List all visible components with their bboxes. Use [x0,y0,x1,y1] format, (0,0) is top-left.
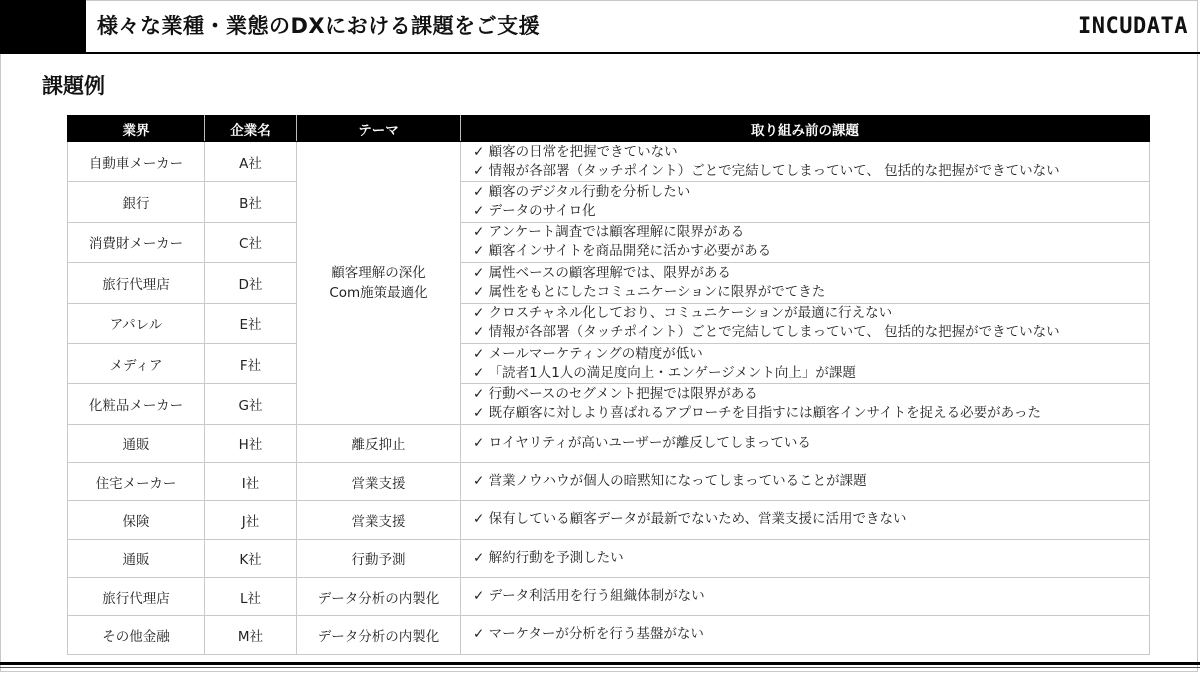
issues-cell [461,616,1150,654]
issue-item: ✓ マーケターが分析を行う基盤がない [473,626,704,643]
theme-cell-merged [297,142,461,425]
table-row [68,303,1150,343]
industry-cell: その他金融 [68,616,205,654]
company-cell: H社 [205,424,297,462]
issue-item: ✓ 属性をもとにしたコミュニケーションに限界がでてきた [473,283,826,300]
company-cell: A社 [205,142,297,182]
industry-cell: 自動車メーカー [68,142,205,182]
issue-item: ✓ データ利活用を行う組織体制がない [473,588,705,605]
company-cell: M社 [205,616,297,654]
issue-item: ✓ 顧客インサイトを商品開発に活かす必要がある [473,243,772,260]
logo-text: INCUDATA [1078,13,1188,39]
table-row [68,424,1150,462]
issues-cell [461,263,1150,303]
company-cell: B社 [205,182,297,222]
company-cell: L社 [205,577,297,615]
industry-cell: メディア [68,343,205,383]
issues-cell [461,142,1150,182]
column-header-company: 企業名 [205,116,297,142]
industry-cell: 銀行 [68,182,205,222]
company-cell: C社 [205,222,297,262]
issue-item: ✓ メールマーケティングの精度が低い [473,345,703,362]
column-header-issues: 取り組み前の課題 [461,116,1150,142]
column-header-industry: 業界 [68,116,205,142]
table-row [68,539,1150,577]
industry-cell: 住宅メーカー [68,463,205,501]
incudata-logo-icon [1022,9,1076,43]
table-header-row [68,116,1150,142]
table-row [68,263,1150,303]
case-table [67,115,1150,655]
column-header-theme: テーマ [297,116,461,142]
issue-item: ✓ アンケート調査では顧客理解に限界がある [473,224,745,241]
table-row [68,616,1150,654]
issues-cell [461,463,1150,501]
company-cell: F社 [205,343,297,383]
table-row [68,182,1150,222]
table-row [68,463,1150,501]
issues-cell [461,303,1150,343]
company-cell: E社 [205,303,297,343]
industry-cell: 旅行代理店 [68,577,205,615]
issue-item: ✓ 既存顧客に対しより喜ばれるアプローチを目指すには顧客インサイトを捉える必要があった [473,405,1042,422]
issue-item: ✓ クロスチャネル化しており、コミュニケーションが最適に行えない [473,305,893,322]
header-accent-block [0,0,86,54]
table-row [68,501,1150,539]
issue-item: ✓ 保有している顧客データが最新でないため、営業支援に活用できない [473,511,907,528]
company-cell: D社 [205,263,297,303]
issue-item: ✓ 顧客のデジタル行動を分析したい [473,184,691,201]
issue-item: ✓ 情報が各部署（タッチポイント）ごとで完結してしまっていて、 包括的な把握ができていない [473,324,1060,341]
industry-cell: 消費財メーカー [68,222,205,262]
section-title: 課題例 [42,74,105,98]
issues-cell [461,501,1150,539]
issues-cell [461,222,1150,262]
issues-cell [461,384,1150,424]
footer-rule-thin [0,667,1200,668]
table-row [68,142,1150,182]
issue-item: ✓ 「読者1人1人の満足度向上・エンゲージメント向上」が課題 [473,364,856,381]
theme-cell: 離反抑止 [297,424,461,462]
industry-cell: 通販 [68,539,205,577]
theme-cell: 行動予測 [297,539,461,577]
theme-line: 顧客理解の深化 [331,264,426,281]
issue-item: ✓ 行動ベースのセグメント把握では限界がある [473,386,758,403]
issue-item: ✓ 情報が各部署（タッチポイント）ごとで完結してしまっていて、 包括的な把握ができていない [473,162,1060,179]
theme-cell: データ分析の内製化 [297,577,461,615]
table-row [68,222,1150,262]
issue-item: ✓ データのサイロ化 [473,203,596,220]
issue-item: ✓ 顧客の日常を把握できていない [473,143,678,160]
theme-cell: データ分析の内製化 [297,616,461,654]
incudata-logo [1022,9,1188,43]
theme-cell: 営業支援 [297,463,461,501]
issues-cell [461,182,1150,222]
company-cell: J社 [205,501,297,539]
slide-header [0,0,1200,52]
issue-item: ✓ 解約行動を予測したい [473,549,624,566]
page-title: 様々な業種・業態のDXにおける課題をご支援 [97,14,541,38]
header-divider [86,52,1200,54]
industry-cell: アパレル [68,303,205,343]
company-cell: K社 [205,539,297,577]
industry-cell: 通販 [68,424,205,462]
table-row [68,577,1150,615]
issues-cell [461,539,1150,577]
theme-cell: 営業支援 [297,501,461,539]
issues-cell [461,577,1150,615]
issue-item: ✓ ロイヤリティが高いユーザーが離反してしまっている [473,434,811,451]
issue-item: ✓ 営業ノウハウが個人の暗黙知になってしまっていることが課題 [473,473,867,490]
company-cell: I社 [205,463,297,501]
company-cell: G社 [205,384,297,424]
industry-cell: 保険 [68,501,205,539]
table-row [68,384,1150,424]
theme-line: Com施策最適化 [329,284,428,301]
industry-cell: 旅行代理店 [68,263,205,303]
issue-item: ✓ 属性ベースの顧客理解では、限界がある [473,264,731,281]
footer-rule-thick [0,662,1200,665]
industry-cell: 化粧品メーカー [68,384,205,424]
table-row [68,343,1150,383]
issues-cell [461,343,1150,383]
issues-cell [461,424,1150,462]
